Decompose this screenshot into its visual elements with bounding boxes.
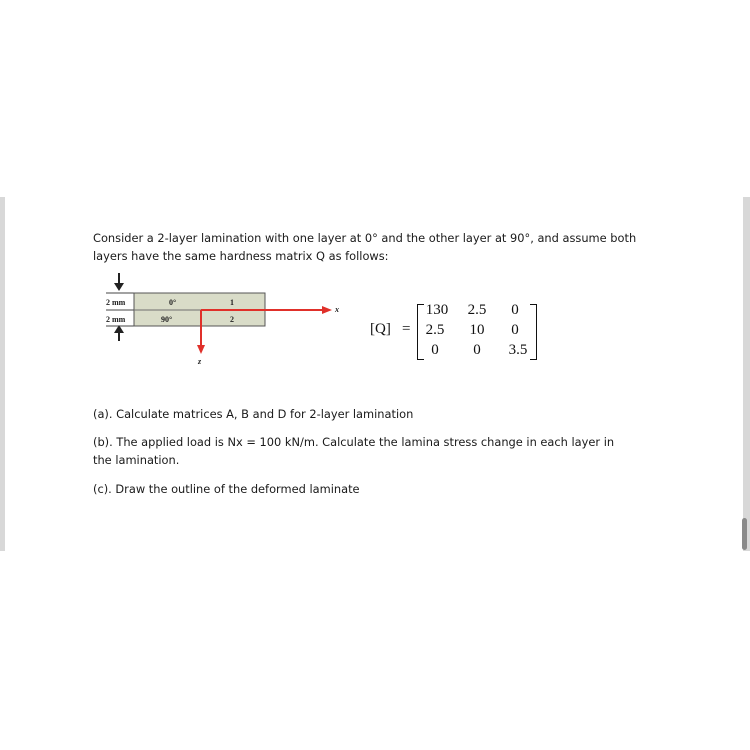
z-axis-arrowhead (197, 345, 205, 354)
matrix-cell: 10 (469, 322, 485, 338)
matrix-cell: 2.5 (425, 322, 445, 338)
matrix-cell: 0 (511, 302, 519, 318)
matrix-cell: 0 (431, 342, 439, 358)
x-axis-label: x (335, 305, 339, 314)
layer-2-thickness: 2 mm (106, 315, 126, 324)
matrix-cell: 130 (425, 302, 449, 318)
thickness-arrow-top-head (114, 283, 124, 291)
matrix-cell: 3.5 (508, 342, 528, 358)
layer-2-angle: 90° (161, 315, 173, 324)
z-axis-label: z (198, 357, 202, 366)
layer-1-number: 1 (230, 298, 234, 307)
question-b: (b). The applied load is Nx = 100 kN/m. Calculate the lamina stress change in each layer in the lamination. (93, 435, 615, 467)
left-margin-edge (0, 197, 5, 551)
question-c: (c). Draw the outline of the deformed laminate (93, 482, 360, 496)
laminate-layer-1 (134, 293, 265, 310)
problem-intro: Consider a 2-layer lamination with one layer at 0° and the other layer at 90°, and assume both layers have the same hardness matrix Q as follows: (93, 231, 637, 263)
matrix-cell: 0 (511, 322, 519, 338)
question-a: (a). Calculate matrices A, B and D for 2-layer lamination (93, 407, 414, 421)
matrix-cell: 2.5 (467, 302, 487, 318)
layer-1-thickness: 2 mm (106, 298, 126, 307)
q-matrix (370, 302, 550, 362)
matrix-cell: 0 (473, 342, 481, 358)
x-axis-arrowhead (322, 306, 332, 314)
layer-2-number: 2 (230, 315, 234, 324)
layer-1-angle: 0° (169, 298, 177, 307)
scrollbar-track[interactable] (743, 197, 750, 551)
laminate-layer-2 (134, 310, 265, 326)
q-matrix-equals: = (402, 321, 411, 337)
scrollbar-thumb[interactable] (742, 518, 747, 550)
q-matrix-label: [Q] (370, 321, 391, 337)
